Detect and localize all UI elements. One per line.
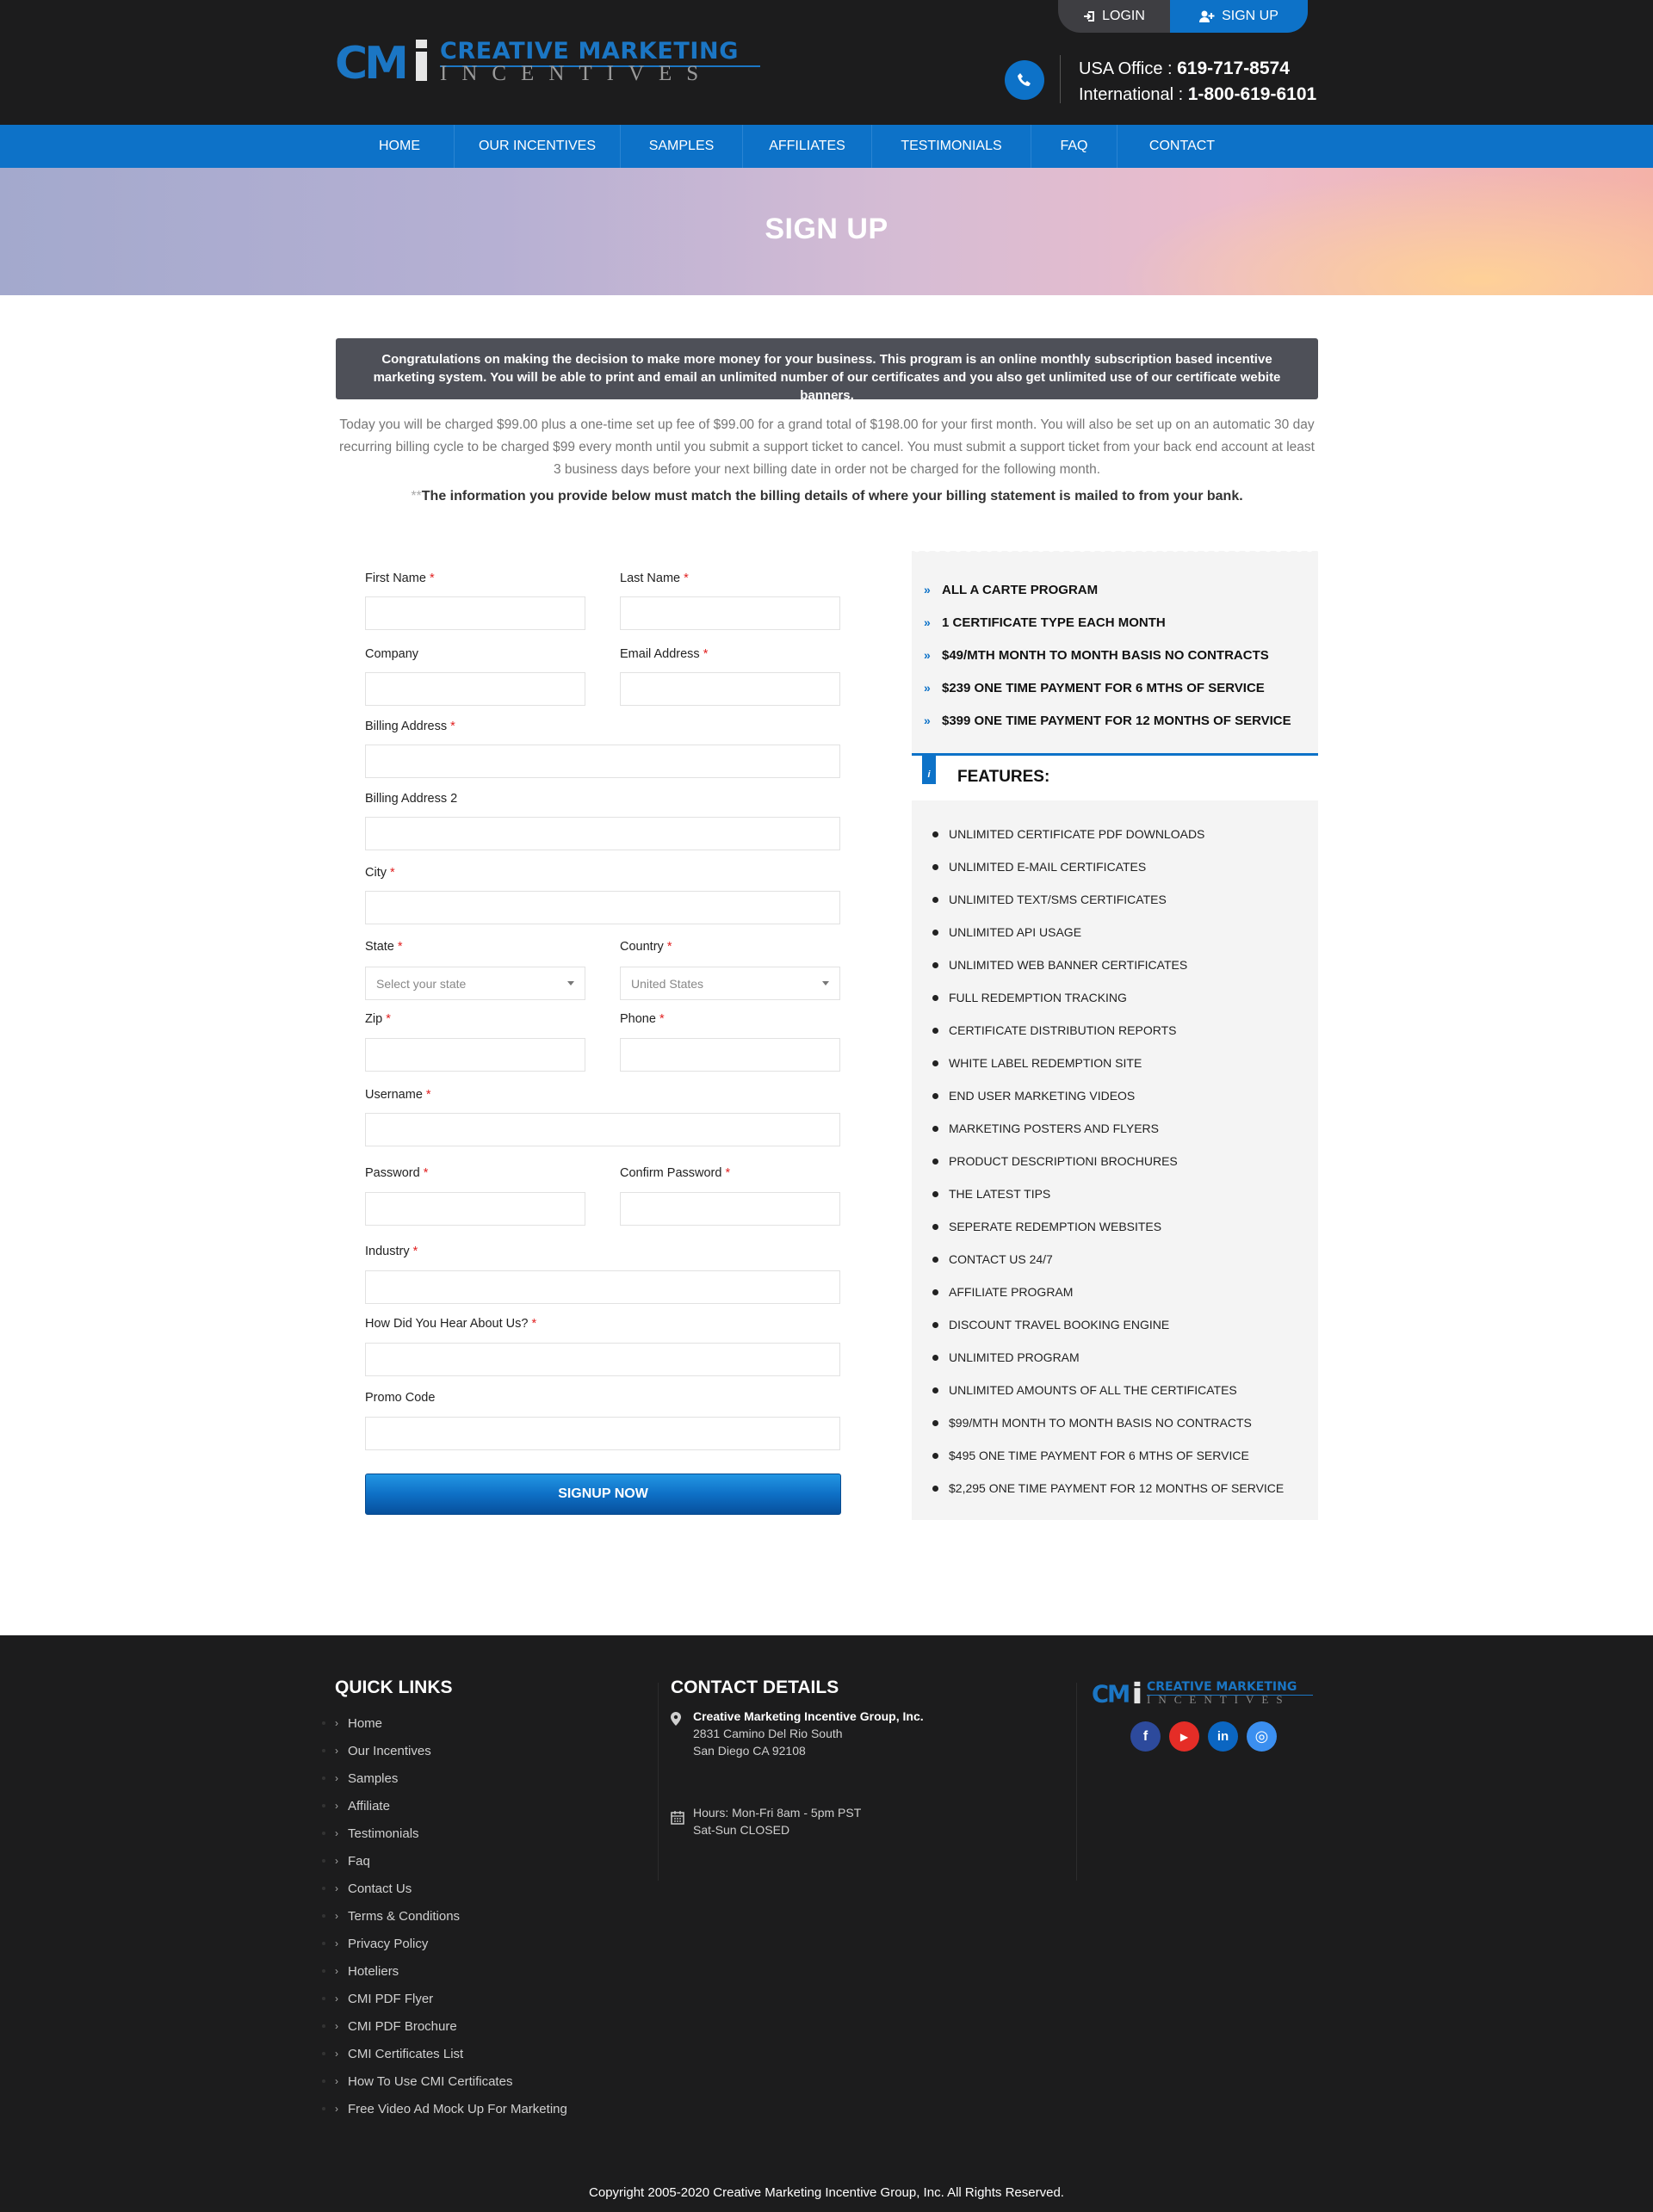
- bullet-icon: [932, 1322, 938, 1328]
- hours-block: [671, 1804, 861, 1838]
- bullet-icon: [932, 962, 938, 968]
- bullet-icon: [932, 1486, 938, 1492]
- confirm-password-input[interactable]: [620, 1192, 840, 1226]
- quick-link-label: Contact Us: [348, 1881, 412, 1896]
- main-nav-bar: [0, 125, 1653, 168]
- intl-number[interactable]: 1-800-619-6101: [1187, 84, 1317, 104]
- promo-code-input[interactable]: [365, 1417, 840, 1450]
- linkedin-icon[interactable]: in: [1208, 1721, 1238, 1752]
- chevron-right-icon: • ›: [335, 1827, 338, 1839]
- site-logo[interactable]: [335, 40, 761, 83]
- features-title: FEATURES:: [957, 768, 1050, 786]
- zip-input[interactable]: [365, 1038, 585, 1072]
- last-name-input[interactable]: [620, 596, 840, 630]
- chevron-right-icon: • ›: [335, 1855, 338, 1867]
- plan-list: [924, 573, 1291, 737]
- first-name-input[interactable]: [365, 596, 585, 630]
- hero-banner: [0, 168, 1653, 295]
- address-line1: 2831 Camino Del Rio South: [693, 1727, 843, 1740]
- footer-logo-line1: CREATIVE MARKETING: [1147, 1680, 1297, 1694]
- plan-item: [924, 639, 1291, 671]
- quick-link[interactable]: [335, 1820, 567, 1847]
- quick-link[interactable]: [335, 1902, 567, 1930]
- bullet-icon: [932, 1257, 938, 1263]
- chevron-right-icon: • ›: [335, 2103, 338, 2115]
- footer-divider: [1076, 1683, 1077, 1881]
- city-input[interactable]: [365, 891, 840, 924]
- quick-link[interactable]: [335, 1930, 567, 1957]
- username-label-text: Username: [365, 1088, 423, 1102]
- state-select[interactable]: [365, 967, 585, 1000]
- feature-item: [932, 948, 1284, 981]
- quick-link-label: Our Incentives: [348, 1743, 431, 1758]
- feature-label: MARKETING POSTERS AND FLYERS: [949, 1121, 1160, 1135]
- industry-label: [365, 1245, 418, 1258]
- required-mark: *: [666, 940, 672, 954]
- main-nav: [345, 125, 1247, 168]
- quick-link[interactable]: [335, 1792, 567, 1820]
- feature-item: [932, 916, 1284, 948]
- company-name: Creative Marketing Incentive Group, Inc.: [693, 1709, 924, 1723]
- email-input[interactable]: [620, 672, 840, 706]
- required-mark: *: [703, 647, 709, 661]
- quick-link-label: Terms & Conditions: [348, 1908, 461, 1924]
- feature-item: [932, 1145, 1284, 1177]
- bullet-icon: [932, 1060, 938, 1066]
- first-name-label: [365, 572, 435, 585]
- country-label-text: Country: [620, 940, 664, 954]
- hours-weekend: Sat-Sun CLOSED: [693, 1823, 790, 1837]
- feature-item: [932, 883, 1284, 916]
- required-mark: *: [386, 1012, 391, 1026]
- feature-label: WHITE LABEL REDEMPTION SITE: [949, 1056, 1142, 1070]
- plan-item: [924, 671, 1291, 704]
- feature-label: PRODUCT DESCRIPTIONI BROCHURES: [949, 1154, 1178, 1168]
- feature-label: DISCOUNT TRAVEL BOOKING ENGINE: [949, 1318, 1170, 1332]
- first-name-label-text: First Name: [365, 572, 426, 585]
- nav-affiliates[interactable]: AFFILIATES: [743, 125, 872, 168]
- plan-item-label: $49/MTH MONTH TO MONTH BASIS NO CONTRACTS: [942, 647, 1269, 663]
- bullet-icon: [932, 995, 938, 1001]
- billing-address-label: [365, 720, 455, 733]
- country-label: [620, 940, 672, 954]
- instagram-icon[interactable]: ◎: [1247, 1721, 1277, 1752]
- feature-label: AFFILIATE PROGRAM: [949, 1285, 1074, 1299]
- feature-label: CERTIFICATE DISTRIBUTION REPORTS: [949, 1023, 1177, 1037]
- nav-testimonials[interactable]: TESTIMONIALS: [872, 125, 1031, 168]
- map-pin-icon: [671, 1712, 681, 1726]
- plan-item: [924, 573, 1291, 606]
- quick-link[interactable]: [335, 1875, 567, 1902]
- billing-address-input[interactable]: [365, 745, 840, 778]
- feature-item: [932, 1210, 1284, 1243]
- login-icon: [1083, 10, 1095, 22]
- chevron-right-icon: • ›: [335, 2020, 338, 2032]
- feature-label: UNLIMITED CERTIFICATE PDF DOWNLOADS: [949, 827, 1205, 841]
- feature-label: UNLIMITED E-MAIL CERTIFICATES: [949, 860, 1147, 874]
- calendar-icon: [671, 1811, 684, 1825]
- bullet-icon: [932, 897, 938, 903]
- plan-item-label: $239 ONE TIME PAYMENT FOR 6 MTHS OF SERVICE: [942, 680, 1265, 695]
- quick-link-label: How To Use CMI Certificates: [348, 2073, 513, 2089]
- feature-label: $99/MTH MONTH TO MONTH BASIS NO CONTRACTS: [949, 1416, 1252, 1430]
- logo-line2: INCENTIVES: [440, 62, 714, 85]
- feature-label: CONTACT US 24/7: [949, 1252, 1053, 1266]
- zip-label-text: Zip: [365, 1012, 383, 1026]
- bullet-icon: [932, 1191, 938, 1197]
- required-mark: *: [429, 572, 435, 585]
- bullet-icon: [932, 1093, 938, 1099]
- feature-label: THE LATEST TIPS: [949, 1187, 1051, 1201]
- city-label-text: City: [365, 866, 387, 880]
- email-label-text: Email Address: [620, 647, 700, 661]
- signup-label: SIGN UP: [1222, 9, 1278, 23]
- login-label: LOGIN: [1102, 9, 1145, 23]
- double-chevron-right-icon: »: [924, 583, 931, 596]
- country-select[interactable]: [620, 967, 840, 1000]
- footer-logo[interactable]: [1092, 1681, 1316, 1707]
- quick-link-label: Privacy Policy: [348, 1936, 429, 1951]
- bullet-icon: [932, 1159, 938, 1165]
- required-mark: *: [684, 572, 689, 585]
- billing-address-2-input[interactable]: [365, 817, 840, 850]
- bullet-icon: [932, 831, 938, 837]
- feature-label: $2,295 ONE TIME PAYMENT FOR 12 MONTHS OF SERVICE: [949, 1481, 1285, 1495]
- chevron-right-icon: • ›: [335, 1937, 338, 1949]
- quick-link[interactable]: [335, 2012, 567, 2040]
- quick-link-label: Free Video Ad Mock Up For Marketing: [348, 2101, 567, 2116]
- quick-links-list: [335, 1709, 567, 2122]
- chevron-right-icon: • ›: [335, 1965, 338, 1977]
- plan-item-label: $399 ONE TIME PAYMENT FOR 12 MONTHS OF SERVICE: [942, 713, 1291, 728]
- quick-link-label: Faq: [348, 1853, 370, 1869]
- feature-item: [932, 1112, 1284, 1145]
- footer-logo-line2: INCENTIVES: [1147, 1693, 1291, 1706]
- feature-label: UNLIMITED PROGRAM: [949, 1350, 1080, 1364]
- svg-text:CM: CM: [335, 40, 406, 83]
- feature-label: UNLIMITED API USAGE: [949, 925, 1082, 939]
- feature-item: [932, 1047, 1284, 1079]
- facebook-icon[interactable]: f: [1130, 1721, 1161, 1752]
- phone-label-text: Phone: [620, 1012, 656, 1026]
- quick-link-label: Hoteliers: [348, 1963, 399, 1979]
- panel-scalloped-edge: [912, 547, 1318, 554]
- required-mark: *: [531, 1317, 537, 1331]
- quick-link[interactable]: [335, 1985, 567, 2012]
- bullet-icon: [932, 1420, 938, 1426]
- chevron-right-icon: • ›: [335, 1772, 338, 1784]
- bullet-icon: [932, 1224, 938, 1230]
- footer-divider: [658, 1683, 659, 1881]
- info-icon: i: [922, 754, 936, 784]
- feature-item: [932, 1341, 1284, 1374]
- signup-now-button[interactable]: SIGNUP NOW: [365, 1474, 841, 1515]
- password-label-text: Password: [365, 1166, 420, 1180]
- login-button[interactable]: [1058, 0, 1170, 33]
- feature-label: $495 ONE TIME PAYMENT FOR 6 MTHS OF SERVICE: [949, 1449, 1249, 1462]
- plan-item: [924, 606, 1291, 639]
- feature-label: SEPERATE REDEMPTION WEBSITES: [949, 1220, 1162, 1233]
- bullet-icon: [932, 1355, 938, 1361]
- quick-link-label: CMI PDF Flyer: [348, 1991, 434, 2006]
- contact-details-title: CONTACT DETAILS: [671, 1678, 839, 1697]
- page-title: SIGN UP: [765, 213, 888, 245]
- billing-note-text: The information you provide below must match the billing details of where your billing statement is mailed to from your bank.: [421, 489, 1243, 504]
- bullet-icon: [932, 864, 938, 870]
- double-chevron-right-icon: »: [924, 714, 931, 727]
- logo-mark-icon: [335, 40, 433, 83]
- bullet-icon: [932, 930, 938, 936]
- plan-item-label: 1 CERTIFICATE TYPE EACH MONTH: [942, 615, 1166, 630]
- feature-item: [932, 850, 1284, 883]
- address-block: [671, 1708, 924, 1759]
- intl-label: International :: [1079, 85, 1188, 104]
- quick-links-title: QUICK LINKS: [335, 1678, 453, 1697]
- confirm-password-label: [620, 1166, 730, 1180]
- company-label: Company: [365, 647, 419, 661]
- youtube-icon[interactable]: ▶: [1169, 1721, 1199, 1752]
- nav-home[interactable]: HOME: [345, 125, 455, 168]
- double-chevron-right-icon: »: [924, 648, 931, 662]
- billing-charge-text: Today you will be charged $99.00 plus a one-time set up fee of $99.00 for a grand total of $198.00 for your first month. You will also be set up on an automatic 30 day recurring billing cycle to be charged $99 every month until you submit a support ticket to cancel. You must submit a support ticket from your back end account at least 3 business days before your next billing date in order not be charged for the following month.: [339, 417, 1315, 477]
- chevron-right-icon: • ›: [335, 1993, 338, 2005]
- svg-text:CM: CM: [1092, 1681, 1130, 1705]
- quick-link-label: Affiliate: [348, 1798, 390, 1813]
- quick-link[interactable]: [335, 1847, 567, 1875]
- required-mark: *: [725, 1166, 731, 1180]
- chevron-right-icon: • ›: [335, 1800, 338, 1812]
- promo-code-label: Promo Code: [365, 1391, 436, 1405]
- quick-link[interactable]: [335, 2040, 567, 2067]
- double-chevron-right-icon: »: [924, 615, 931, 629]
- plan-item: [924, 704, 1291, 737]
- feature-label: FULL REDEMPTION TRACKING: [949, 991, 1127, 1004]
- bullet-icon: [932, 1387, 938, 1393]
- feature-item: [932, 1079, 1284, 1112]
- required-mark: *: [659, 1012, 665, 1026]
- feature-item: [932, 1177, 1284, 1210]
- logo-line1: CREATIVE MARKETING: [440, 38, 739, 65]
- feature-item: [932, 1243, 1284, 1276]
- quick-link[interactable]: [335, 2095, 567, 2122]
- last-name-label-text: Last Name: [620, 572, 681, 585]
- quick-link[interactable]: [335, 1709, 567, 1737]
- billing-address-label-text: Billing Address: [365, 720, 448, 733]
- chevron-right-icon: • ›: [335, 2048, 338, 2060]
- nav-faq[interactable]: FAQ: [1031, 125, 1117, 168]
- hours-weekday: Hours: Mon-Fri 8am - 5pm PST: [693, 1806, 862, 1820]
- phone-divider: [1060, 55, 1061, 103]
- required-mark: *: [450, 720, 455, 733]
- congratulations-notice: Congratulations on making the decision to make more money for your business. This program is an online monthly subscription based incentive marketing system. You will be able to print and email an unlimited number of our certificates and you also get unlimited use of our certificate webite banners.: [336, 338, 1318, 399]
- feature-item: [932, 1014, 1284, 1047]
- feature-item: [932, 1406, 1284, 1439]
- phone-label: [620, 1012, 665, 1026]
- usa-number[interactable]: 619-717-8574: [1177, 59, 1290, 78]
- phone-numbers: [1079, 56, 1316, 108]
- quick-link[interactable]: [335, 1737, 567, 1764]
- billing-note: [336, 489, 1318, 504]
- signup-button[interactable]: [1170, 0, 1308, 33]
- phone-icon: [1005, 60, 1044, 100]
- feature-item: [932, 1276, 1284, 1308]
- chevron-right-icon: • ›: [335, 2075, 338, 2087]
- zip-label: [365, 1012, 391, 1026]
- industry-label-text: Industry: [365, 1245, 410, 1258]
- bullet-icon: [932, 1028, 938, 1034]
- chevron-right-icon: • ›: [335, 1717, 338, 1729]
- usa-label: USA Office :: [1079, 59, 1178, 78]
- required-mark: *: [425, 1088, 431, 1102]
- feature-label: UNLIMITED TEXT/SMS CERTIFICATES: [949, 893, 1167, 906]
- city-label: [365, 866, 395, 880]
- required-mark: *: [390, 866, 395, 880]
- nav-our-incentives[interactable]: OUR INCENTIVES: [455, 125, 621, 168]
- country-select-value: United States: [631, 976, 704, 991]
- user-plus-icon: [1199, 10, 1215, 22]
- billing-note-stars: **: [411, 489, 422, 504]
- plan-item-label: ALL A CARTE PROGRAM: [942, 582, 1099, 597]
- how-heard-input[interactable]: [365, 1343, 840, 1376]
- how-heard-label: [365, 1317, 536, 1331]
- logo-mark-icon: [1092, 1681, 1143, 1705]
- state-select-value: Select your state: [376, 976, 467, 991]
- company-input[interactable]: [365, 672, 585, 706]
- feature-item: [932, 1374, 1284, 1406]
- feature-item: [932, 981, 1284, 1014]
- quick-link-label: Samples: [348, 1770, 399, 1786]
- nav-contact[interactable]: CONTACT: [1148, 139, 1216, 153]
- username-input[interactable]: [365, 1113, 840, 1146]
- required-mark: *: [412, 1245, 418, 1258]
- copyright: Copyright 2005-2020 Creative Marketing Incentive Group, Inc. All Rights Reserved.: [589, 2185, 1064, 2200]
- billing-address-2-label: Billing Address 2: [365, 792, 458, 806]
- feature-item: [932, 818, 1284, 850]
- chevron-right-icon: • ›: [335, 1745, 338, 1757]
- auth-links: [1058, 0, 1308, 33]
- confirm-password-label-text: Confirm Password: [620, 1166, 722, 1180]
- state-label: [365, 940, 403, 954]
- header-bar: [0, 0, 1653, 125]
- industry-input[interactable]: [365, 1270, 840, 1304]
- double-chevron-right-icon: »: [924, 681, 931, 695]
- username-label: [365, 1088, 431, 1102]
- chevron-right-icon: • ›: [335, 1882, 338, 1894]
- how-heard-label-text: How Did You Hear About Us?: [365, 1317, 529, 1331]
- feature-item: [932, 1308, 1284, 1341]
- password-label: [365, 1166, 428, 1180]
- bullet-icon: [932, 1289, 938, 1295]
- required-mark: *: [423, 1166, 429, 1180]
- chevron-down-icon: [822, 981, 829, 986]
- nav-samples[interactable]: SAMPLES: [621, 125, 743, 168]
- feature-item: [932, 1439, 1284, 1472]
- phone-input[interactable]: [620, 1038, 840, 1072]
- feature-label: END USER MARKETING VIDEOS: [949, 1089, 1136, 1103]
- bullet-icon: [932, 1126, 938, 1132]
- quick-link-label: Testimonials: [348, 1826, 419, 1841]
- email-label: [620, 647, 708, 661]
- quick-link[interactable]: [335, 1764, 567, 1792]
- quick-link-label: Home: [348, 1715, 383, 1731]
- chevron-right-icon: • ›: [335, 1910, 338, 1922]
- feature-label: UNLIMITED WEB BANNER CERTIFICATES: [949, 958, 1188, 972]
- quick-link[interactable]: [335, 1957, 567, 1985]
- required-mark: *: [397, 940, 403, 954]
- bullet-icon: [932, 1453, 938, 1459]
- password-input[interactable]: [365, 1192, 585, 1226]
- features-list: [932, 818, 1284, 1505]
- last-name-label: [620, 572, 689, 585]
- social-links: [1130, 1721, 1277, 1752]
- quick-link-label: CMI Certificates List: [348, 2046, 464, 2061]
- quick-link-label: CMI PDF Brochure: [348, 2018, 457, 2034]
- feature-item: [932, 1472, 1284, 1505]
- state-label-text: State: [365, 940, 394, 954]
- feature-label: UNLIMITED AMOUNTS OF ALL THE CERTIFICATES: [949, 1383, 1237, 1397]
- chevron-down-icon: [567, 981, 574, 986]
- address-line2: San Diego CA 92108: [693, 1744, 806, 1758]
- quick-link[interactable]: [335, 2067, 567, 2095]
- features-header: [912, 753, 1318, 800]
